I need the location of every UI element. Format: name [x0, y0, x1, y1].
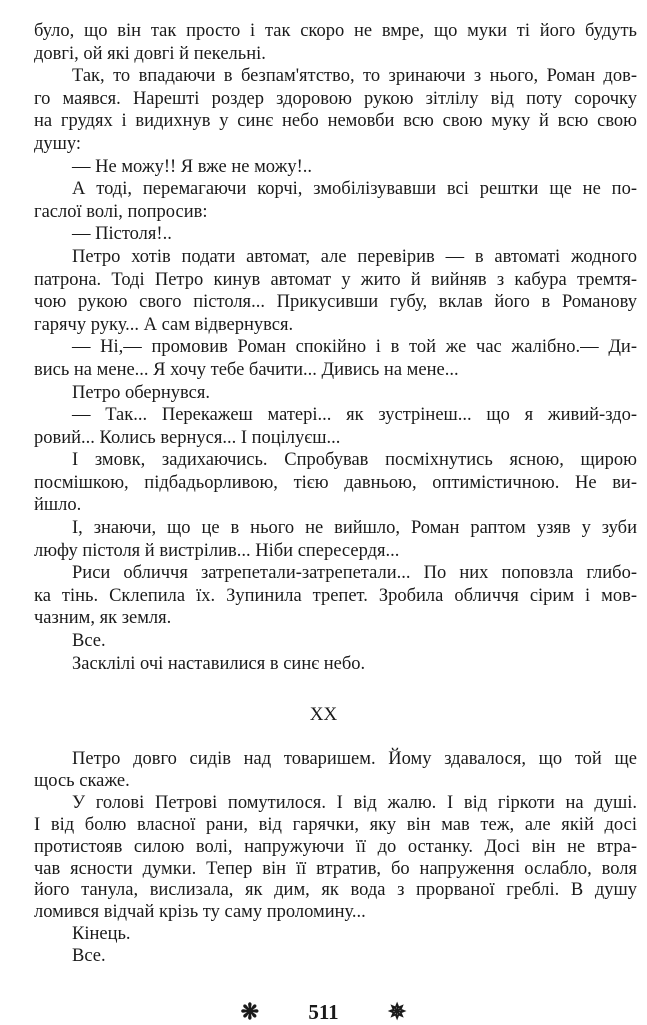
text-line: І від болю власної рани, від гарячки, яку він мав теж, але якій досі [34, 814, 637, 835]
text-line: Петро хотів подати автомат, але перевірив — в автоматі жодного [72, 246, 637, 267]
text-line: йшло. [34, 495, 82, 516]
text-line: І, знаючи, що це в нього не вийшло, Роман раптом узяв у зуби [72, 518, 637, 539]
page-number: 511 [308, 999, 339, 1024]
text-line: Все. [72, 946, 106, 967]
text-line: Засклілі очі наставилися в синє небо. [72, 653, 366, 674]
text-line: Все. [72, 631, 106, 652]
text-line: — Пістоля!.. [72, 224, 172, 245]
text-line: І змовк, задихаючись. Спробував посміхнутись ясною, щирою [72, 450, 637, 471]
text-line: Кінець. [72, 924, 131, 945]
text-line: на грудях і видихнув у синє небо немовби всю свою муку й всю свою [34, 111, 637, 132]
text-line: патрона. Тоді Петро кинув автомат у жито й вийняв з кабура тремтя- [34, 269, 637, 290]
text-line: А тоді, перемагаючи корчі, змобілізувавши всі рештки ще не по- [72, 179, 637, 200]
text-line: люфу пістоля й вистрілив... Ніби спересердя... [34, 540, 400, 561]
text-line: ка тінь. Склепила їх. Зупинила трепет. Зробила обличчя сірим і мов- [34, 585, 637, 606]
text-line: чав ясности думки. Тепер він її втратив, бо напруження ослабло, воля [34, 858, 637, 879]
text-line: Петро обернувся. [72, 382, 211, 403]
text-body-chapter-xx [34, 749, 637, 968]
text-line: гарячу руку... А сам відвернувся. [34, 314, 294, 335]
ornament-left-icon: ❋ [240, 999, 260, 1025]
text-line: чазним, як земля. [34, 608, 172, 629]
page-footer [0, 998, 647, 1025]
text-line: ломився відчай крізь ту саму проломину... [34, 902, 366, 923]
text-line: го маявся. Нарешті роздер здоровою рукою зітлілу від поту сорочку [34, 88, 637, 109]
text-line: гаслої волі, попросив: [34, 201, 208, 222]
ornament-right-icon: ✵ [387, 999, 407, 1025]
text-line: чою рукою свого пістоля... Прикусивши губу, вклав його в Романову [34, 292, 637, 313]
text-line: посмішкою, підбадьорливою, тією давньою, оптимістичною. Не ви- [34, 472, 637, 493]
text-line: — Так... Перекажеш матері... як зустрінеш... що я живий-здо- [72, 405, 637, 426]
text-line: душу: [34, 133, 82, 154]
text-body-chapter-end [34, 20, 637, 675]
text-line: — Не можу!! Я вже не можу!.. [72, 156, 313, 177]
text-line: Риси обличчя затрепетали-затрепетали... По них поповзла глибо- [72, 563, 637, 584]
chapter-heading: XX [309, 704, 338, 725]
text-line: — Ні,— промовив Роман спокійно і в той же час жалібно.— Ди- [72, 337, 637, 358]
text-line: вись на мене... Я хочу тебе бачити... Дивись на мене... [34, 359, 459, 380]
text-line: Петро довго сидів над товаришем. Йому здавалося, що той ще [72, 749, 637, 769]
text-line: щось скаже. [34, 770, 130, 791]
text-line: його танула, вислизала, як дим, як вода з прорваної греблі. В душу [34, 880, 637, 901]
text-line: довгі, ой які довгі й пекельні. [34, 43, 266, 64]
text-line: Так, то впадаючи в безпам'ятство, то зринаючи з нього, Роман дов- [72, 66, 637, 87]
text-line: У голові Петрові помутилося. І від жалю. І від гіркоти на душі. [72, 792, 637, 813]
text-line: протистояв силою волі, напружуючи її до останку. Досі він не втра- [34, 836, 637, 857]
text-line: ровий... Колись вернуся... І поцілуєш... [34, 427, 341, 448]
text-line: було, що він так просто і так скоро не вмре, що муки ті його будуть [34, 21, 637, 41]
